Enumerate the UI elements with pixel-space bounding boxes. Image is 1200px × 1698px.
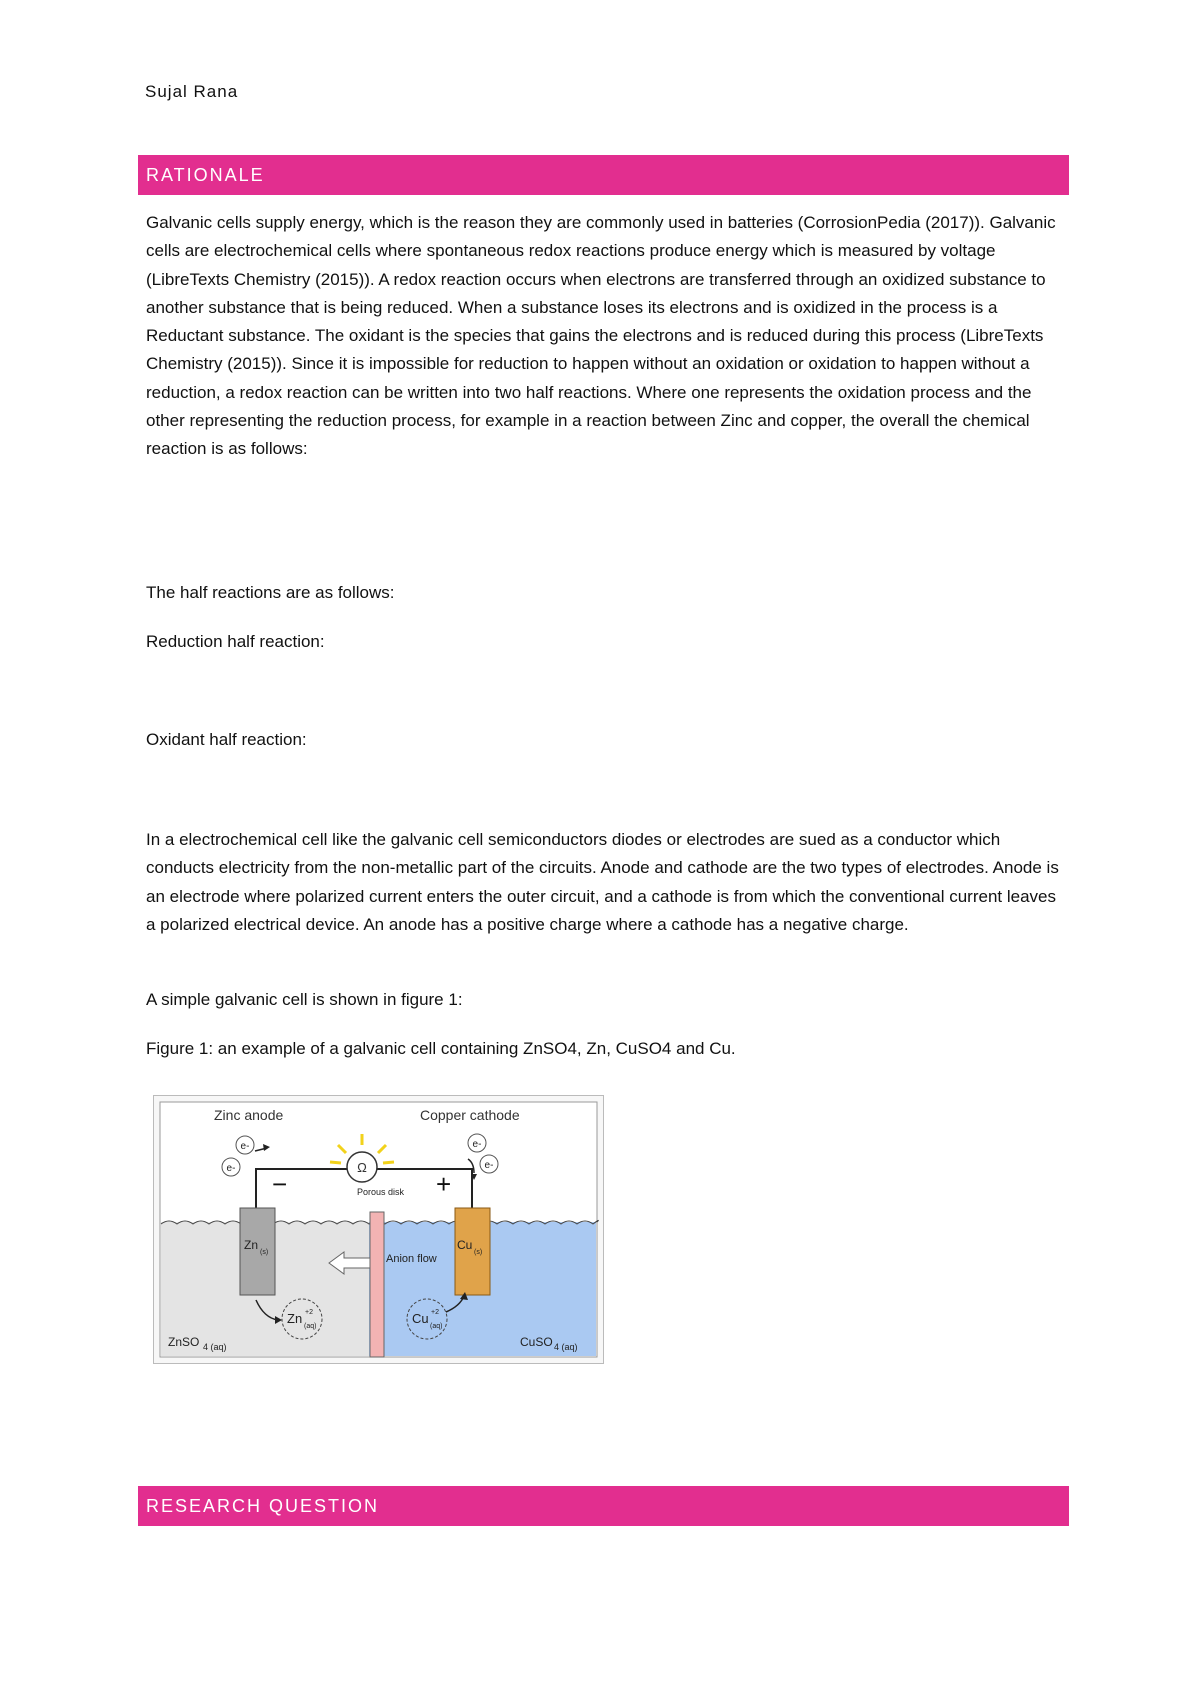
- half-reactions-label: The half reactions are as follows:: [146, 583, 395, 602]
- porous-disk: [370, 1212, 384, 1357]
- zinc-anode-label: Zinc anode: [214, 1107, 284, 1123]
- minus-sign: −: [272, 1169, 288, 1199]
- bulb-symbol: Ω: [357, 1160, 367, 1175]
- cu-electrode-state: (s): [474, 1249, 483, 1256]
- figure-intro: A simple galvanic cell is shown in figure 1:: [146, 990, 463, 1009]
- rationale-paragraph: Galvanic cells supply energy, which is the reason they are commonly used in batteries (CorrosionPedia (2017)). Galvanic cells are electrochemical cells where spontaneous redox reactions produce energy which is measured by voltage (LibreTexts Chemistry (2015)). A redox reaction occurs when electrons are transferred through an oxidized substance to another substance that is being reduced. When a substance loses its electrons and is oxidized in the process is a Reductant substance. The oxidant is the species that gains the electrons and is reduced during this process (LibreTexts Chemistry (2015)). Since it is impossible for reduction to happen without an oxidation or oxidation to happen without a reduction, a redox reaction can be written into two half reactions. Where one represents the oxidation process and the other representing the reduction process, for example in a reaction between Zinc and copper, the overall the chemical reaction is as follows:: [146, 213, 1056, 459]
- figure-caption: Figure 1: an example of a galvanic cell containing ZnSO4, Zn, CuSO4 and Cu.: [146, 1039, 736, 1058]
- znso4-label: ZnSO: [168, 1335, 200, 1349]
- reduction-label: Reduction half reaction:: [146, 632, 325, 651]
- copper-cathode-label: Copper cathode: [420, 1107, 520, 1123]
- galvanic-cell-diagram: [154, 1096, 603, 1363]
- plus-sign: +: [436, 1169, 452, 1199]
- electron-label: e-: [484, 1160, 494, 1171]
- section-heading-research-question: RESEARCH QUESTION: [138, 1486, 1069, 1526]
- cu-ion-charge: +2: [431, 1309, 439, 1316]
- zn-ion-charge: +2: [305, 1309, 313, 1316]
- cu-ion-label: Cu: [412, 1311, 429, 1326]
- znso4-subscript: 4 (aq): [203, 1342, 227, 1352]
- electron-label: e-: [472, 1139, 482, 1150]
- zn-electrode-state: (s): [260, 1249, 269, 1256]
- anion-flow-label: Anion flow: [386, 1253, 437, 1265]
- author-name: Sujal Rana: [145, 82, 239, 101]
- electrodes-paragraph: In a electrochemical cell like the galvanic cell semiconductors diodes or electrodes are sued as a conductor which conducts electricity from the non-metallic part of the circuits. Anode and cathode are the two types of electrodes. Anode is an electrode where polarized current enters the outer circuit, and a cathode is from which the conventional current leaves a polarized electrical device. An anode has a positive charge where a cathode has a negative charge.: [146, 830, 1059, 934]
- zn-electrode-label: Zn: [244, 1238, 259, 1252]
- oxidant-label: Oxidant half reaction:: [146, 730, 307, 749]
- zn-ion-state: (aq): [304, 1323, 317, 1330]
- electron-label: e-: [240, 1141, 250, 1152]
- porous-disk-label: Porous disk: [357, 1187, 405, 1197]
- cu-ion-state: (aq): [430, 1323, 443, 1330]
- zn-ion-label: Zn: [287, 1311, 303, 1326]
- electron-label: e-: [226, 1163, 236, 1174]
- galvanic-cell-figure: [153, 1095, 604, 1364]
- cuso4-label: CuSO: [520, 1335, 553, 1349]
- cu-electrode-label: Cu: [457, 1238, 473, 1252]
- section-heading-rationale: RATIONALE: [138, 155, 1069, 195]
- cuso4-subscript: 4 (aq): [554, 1342, 578, 1352]
